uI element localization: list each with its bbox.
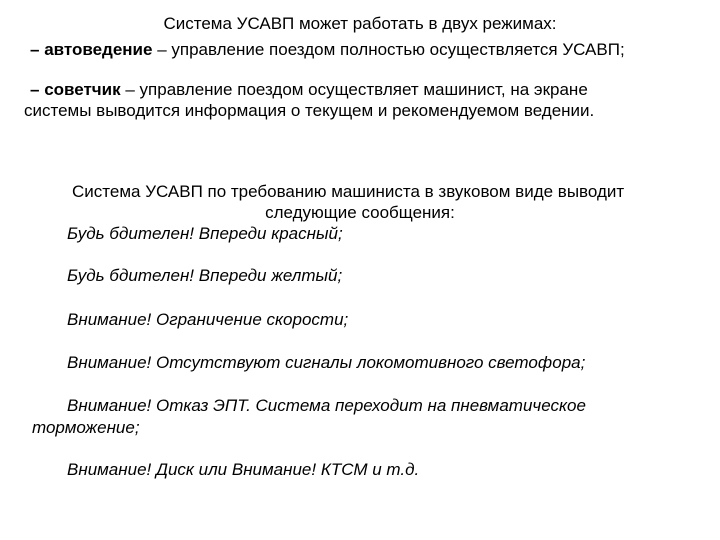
mode-auto-term: автоведение [44,40,153,59]
voice-intro: Система УСАВП по требованию машиниста в звуковом виде выводит [72,182,625,201]
voice-message: Внимание! Отсутствуют сигналы локомотивного светофора; [67,353,586,372]
mode-advisor [30,80,588,100]
mode-auto-dash: – [30,40,45,59]
voice-intro-continuation: следующие сообщения: [265,203,455,222]
mode-advisor-continuation: системы выводится информация о текущем и рекомендуемом ведении. [24,101,595,120]
modes-intro: Система УСАВП может работать в двух режимах: [163,14,557,33]
voice-message: Внимание! Диск или Внимание! КТСМ и т.д. [67,460,420,479]
mode-advisor-term: советчик [44,80,121,99]
mode-advisor-dash: – [30,80,45,99]
voice-message: Будь бдителен! Впереди красный; [67,224,343,243]
mode-advisor-text: – управление поездом осуществляет машинист, на экране [120,80,588,99]
voice-message: Внимание! Отказ ЭПТ. Система переходит на пневматическое [67,396,586,415]
voice-message: Будь бдителен! Впереди желтый; [67,266,343,285]
mode-auto-text: – управление поездом полностью осуществляется УСАВП; [152,40,625,59]
voice-message-continuation: торможение; [32,418,140,437]
mode-auto [30,40,625,60]
voice-message: Внимание! Ограничение скорости; [67,310,349,329]
